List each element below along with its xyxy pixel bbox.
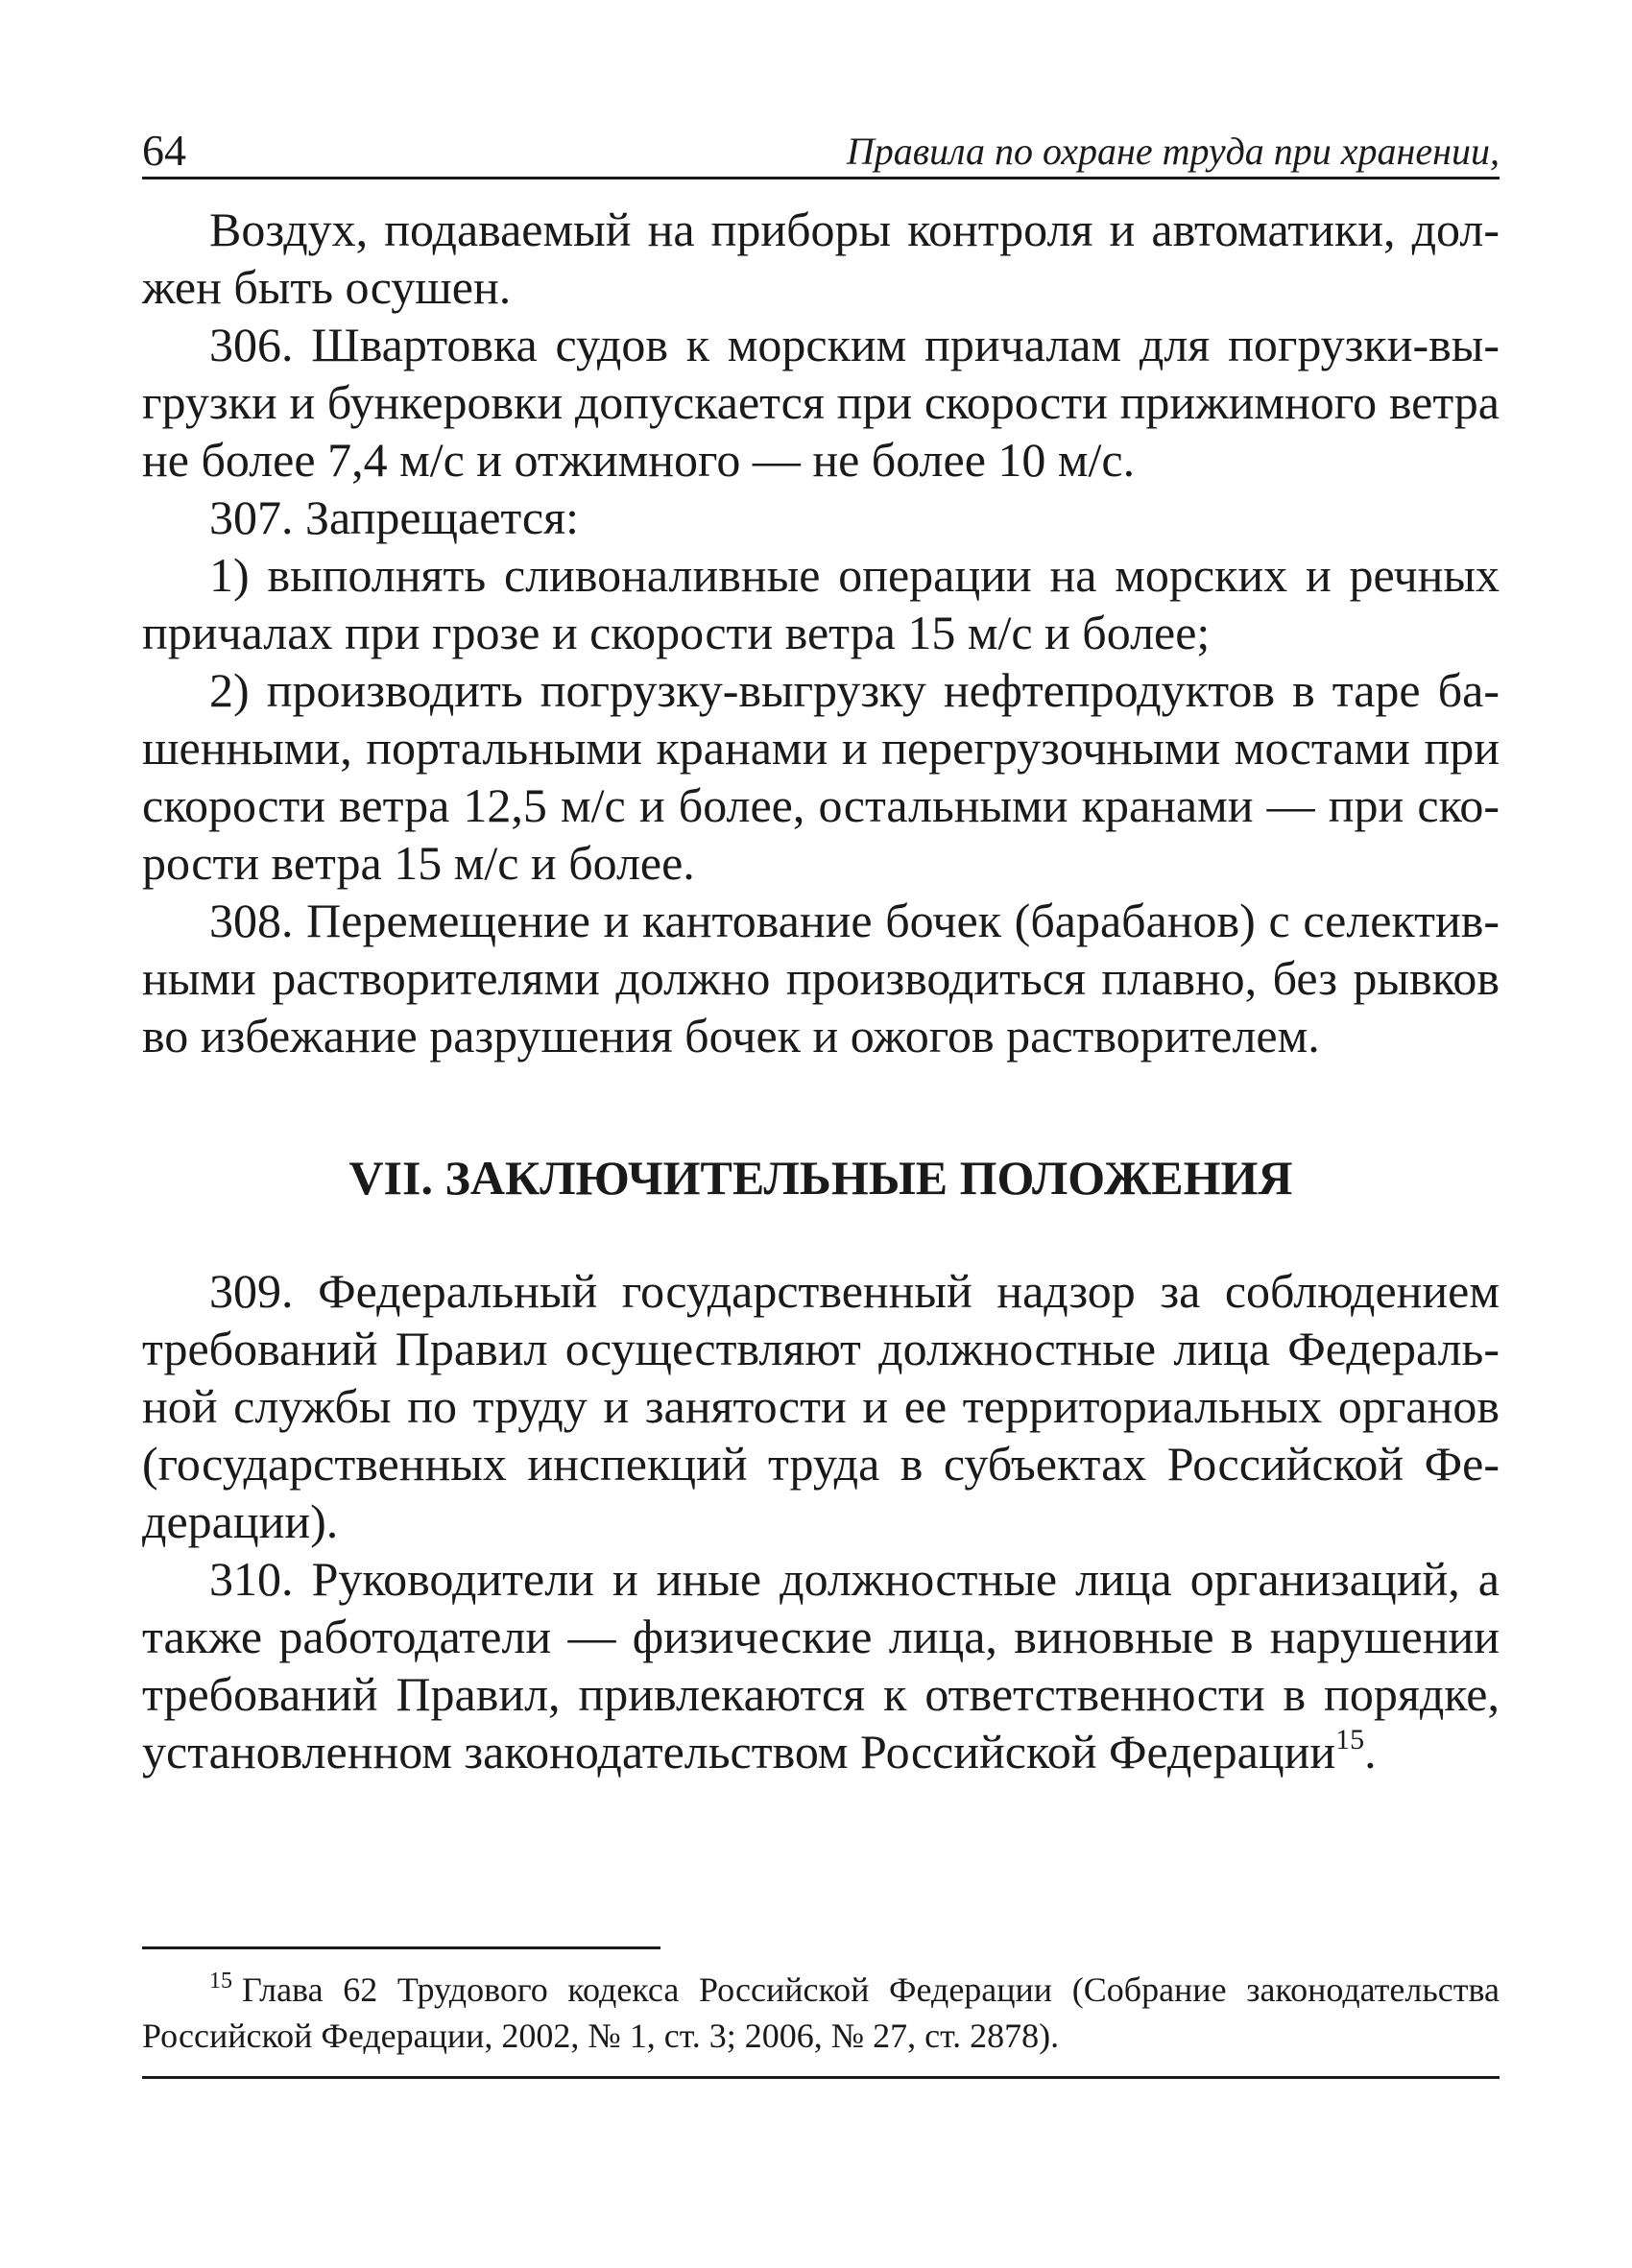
running-title: Правила по охране труда при хранении, — [846, 130, 1500, 173]
page-number: 64 — [142, 126, 186, 175]
book-page — [142, 115, 1500, 1780]
body-text — [142, 201, 1500, 1780]
paragraph-306: 306. Швартовка судов к морским причалам для погрузки-выгрузки и бункеровки допускается при скорости прижимного ветра не более 7,4 м/с и отжимного — не более 10 м/с. — [142, 318, 1500, 487]
paragraph-air-supply: Воздух, подаваемый на приборы контроля и автоматики, должен быть осушен. — [142, 203, 1500, 314]
paragraph-310 — [142, 1550, 1500, 1780]
footnote-area — [142, 1946, 1500, 2079]
paragraph-307-item-1: 1) выполнять сливоналивные операции на морских и речных причалах при грозе и скорости ветра 15 м/с и более; — [142, 548, 1500, 659]
bottom-rule — [142, 2076, 1500, 2079]
footnote-separator — [142, 1946, 660, 1949]
paragraph-308: 308. Перемещение и кантование бочек (барабанов) с селективными растворителями должно производиться плавно, без рывков во избежание разрушения бочек и ожогов растворителем. — [142, 894, 1500, 1062]
running-header — [142, 115, 1500, 179]
footnote-reference[interactable]: 15 — [1335, 1724, 1365, 1755]
paragraph-307-item-2: 2) производить погрузку-выгрузку нефтепродуктов в таре башенными, портальными кранами и перегрузочными мостами при скорости ветра 12,5 м/с и более, остальными кранами — при скорости ветра 15 м/с и более. — [142, 663, 1500, 890]
footnote-mark: 15 — [209, 1969, 232, 1993]
paragraph-310-text: 310. Руководители и иные должностные лица организаций, а также работодатели — физические лица, виновные в нарушении требований Правил, привлекаются к ответственности в порядке, установленном законодательством Российской Федерации — [142, 1552, 1500, 1779]
footnote-text: Глава 62 Трудового кодекса Российской Федерации (Собрание законодательства Российской Федерации, 2002, № 1, ст. 3; 2006, № 27, ст. 2878). — [142, 1970, 1500, 2055]
paragraph-309: 309. Федеральный государственный надзор за соблюдением требований Правил осуществляют должностные лица Федеральной службы по труду и занятости и ее территориальных органов (государственных инспекций труда в субъектах Российской Федерации). — [142, 1264, 1500, 1548]
paragraph-310-end: . — [1364, 1725, 1377, 1779]
paragraph-307: 307. Запрещается: — [209, 490, 579, 544]
section-heading: VII. ЗАКЛЮЧИТЕЛЬНЫЕ ПОЛОЖЕНИЯ — [348, 1151, 1293, 1205]
footnote — [142, 1967, 1500, 2059]
